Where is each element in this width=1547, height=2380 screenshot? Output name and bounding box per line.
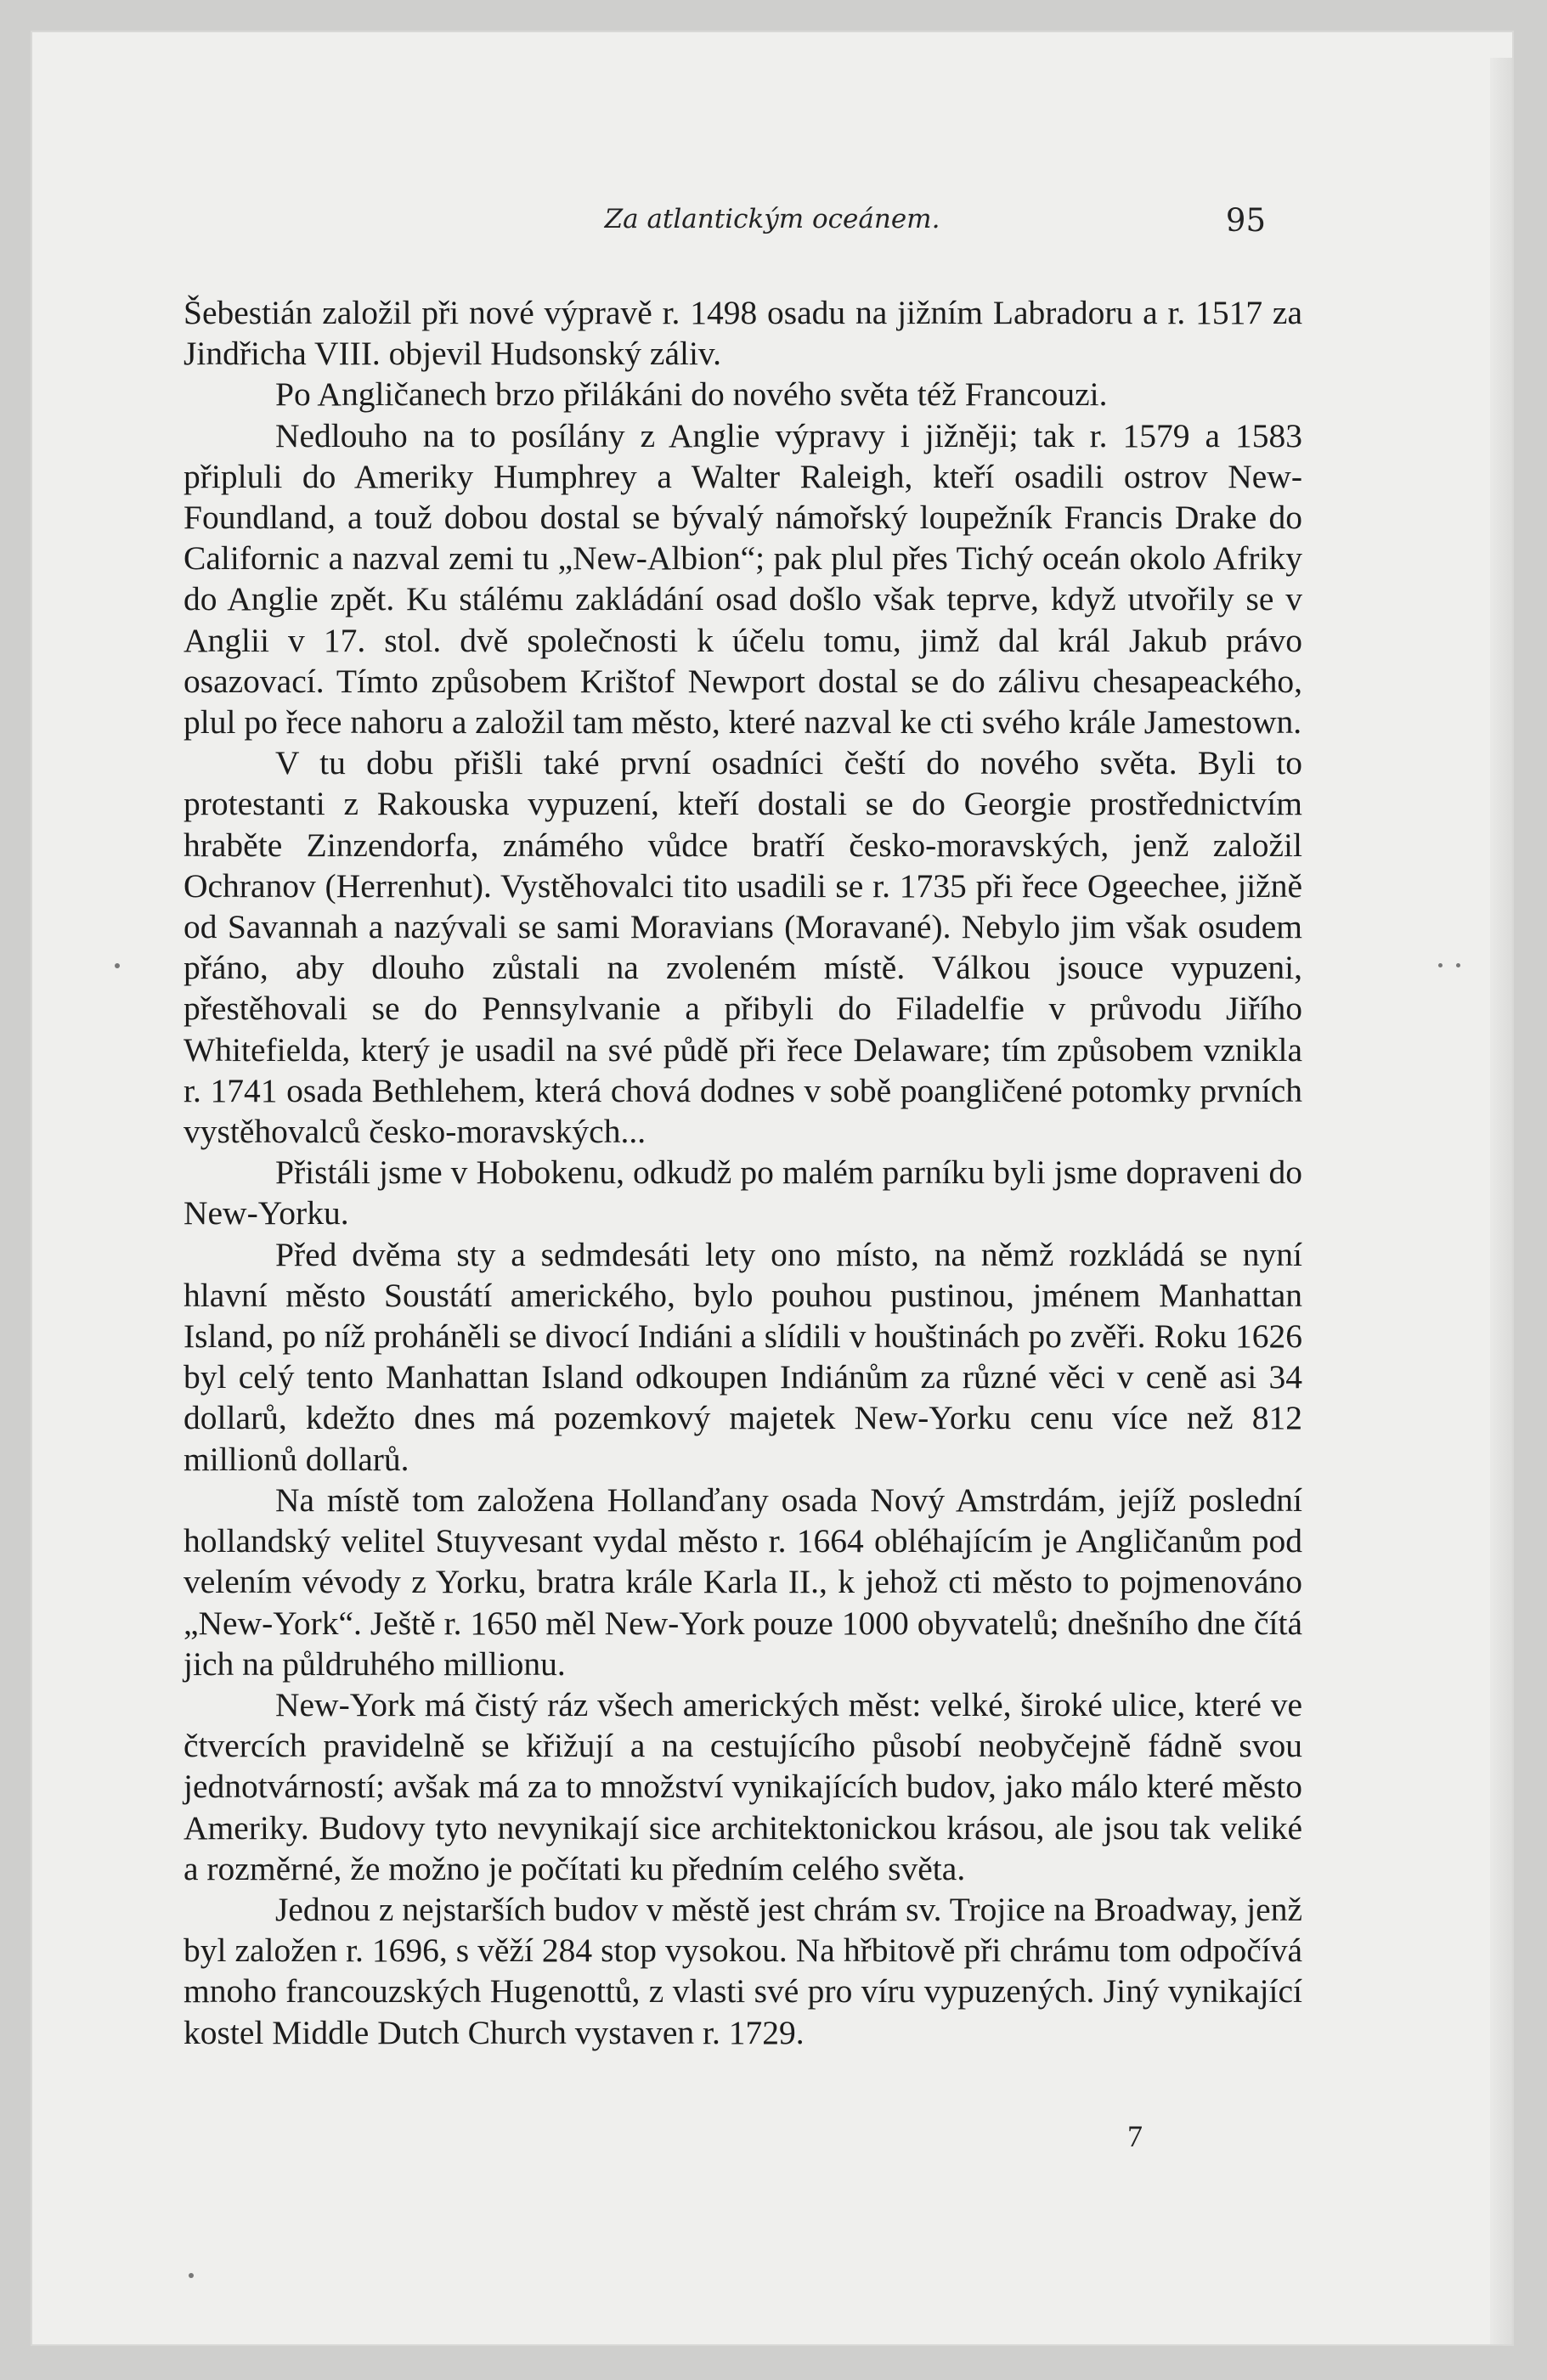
paragraph: Šebestián založil při nové výpravě r. 1498 osadu na jižním Labradoru a r. 1517 za Jindřicha VIII. objevil Hudsonský záliv. (183, 294, 1302, 373)
paragraph: New-York má čistý ráz všech amerických měst: velké, široké ulice, které ve čtvercích pravidelně se křižují a na cestujícího působí neobyčejně fádně svou jednotvárností; avšak má za to množství vynikajících budov, jako málo které město Ameriky. Budovy tyto nevynikají sice architektonickou krásou, ale jsou tak veliké a rozměrné, že možno je počítati ku předním celého světa. (183, 1685, 1302, 1887)
paragraph: Nedlouho na to posílány z Anglie výpravy i jižněji; tak r. 1579 a 1583 připluli do Ameriky Humphrey a Walter Raleigh, kteří osadili ostrov New-Foundland, a touž dobou dostal se bývalý námořský loupežník Francis Drake do Californic a nazval zemi tu „New-Albion“; pak plul přes Tichý oceán okolo Afriky do Anglie zpět. Ku stálému zakládání osad došlo však teprve, když utvořily se v Anglii v 17. stol. dvě společnosti k účelu tomu, jimž dal král Jakub právo osazovací. Tímto způsobem Krištof Newport dostal se do zálivu chesapeackého, plul po řece nahoru a založil tam město, které nazval ke cti svého krále Jamestown. (183, 416, 1302, 742)
paragraph: Na místě tom založena Hollanďany osada Nový Amstrdám, jejíž poslední hollandský velitel Stuyvesant vydal město r. 1664 obléhajícím je Angličanům pod velením vévody z Yorku, bratra krále Karla II., k jehož cti město to pojmenováno „New-York“. Ještě r. 1650 měl New-York pouze 1000 obyvatelů; dnešního dne čítá jich na půldruhého millionu. (183, 1480, 1302, 1683)
book-page (32, 32, 1512, 2344)
page-header (32, 185, 1512, 253)
page-edge-shadow (1490, 58, 1512, 2344)
paragraph: V tu dobu přišli také první osadníci čeští do nového světa. Byli to protestanti z Rakouska vypuzení, kteří dostali se do Georgie prostřednictvím hraběte Zinzendorfa, známého vůdce bratří česko-moravských, jenž založil Ochranov (Herrenhut). Vystěhovalci tito usadili se r. 1735 při řece Ogeechee, jižně od Savannah a nazývali se sami Moravians (Moravané). Nebylo jim však osudem přáno, aby dlouho zůstali na zvoleném místě. Válkou jsouce vypuzeni, přestěhovali se do Pennsylvanie a přibyli do Filadelfie v průvodu Jiřího Whitefielda, který je usadil na své půdě při řece Delaware; tím způsobem vznikla r. 1741 osada Bethlehem, která chová dodnes v sobě poangličené potomky prvních vystěhovalců česko-moravských... (183, 744, 1302, 1151)
paper-speck (189, 2273, 194, 2278)
signature-mark: 7 (1127, 2119, 1143, 2153)
paragraph: Před dvěma sty a sedmdesáti lety ono místo, na němž rozkládá se nyní hlavní město Soustátí amerického, bylo pouhou pustinou, jménem Manhattan Island, po níž proháněli se divocí Indiáni a slídili v houštinách po zvěři. Roku 1626 byl celý tento Manhattan Island odkoupen Indiánům za různé věci v ceně asi 34 dollarů, kdežto dnes má pozemkový majetek New-Yorku cenu více než 812 millionů dollarů. (183, 1235, 1302, 1478)
paragraph: Po Angličanech brzo přilákáni do nového světa též Francouzi. (275, 375, 1108, 414)
paper-speck (1438, 963, 1443, 967)
paragraph: Jednou z nejstarších budov v městě jest chrám sv. Trojice na Broadway, jenž byl založen r. 1696, s věží 284 stop vysokou. Na hřbitově při chrámu tom odpočívá mnoho francouzských Hugenottů, z vlasti své pro víru vypuzených. Jiný vynikající kostel Middle Dutch Church vystaven r. 1729. (183, 1890, 1302, 2051)
paper-speck (115, 963, 120, 968)
page-number: 95 (1225, 202, 1266, 239)
paper-speck (1456, 963, 1460, 967)
paragraph: Přistáli jsme v Hobokenu, odkudž po malém parníku byli jsme dopraveni do New-Yorku. (183, 1153, 1302, 1232)
body-text (183, 292, 1302, 2053)
running-title: Za atlantickým oceánem. (604, 204, 940, 234)
